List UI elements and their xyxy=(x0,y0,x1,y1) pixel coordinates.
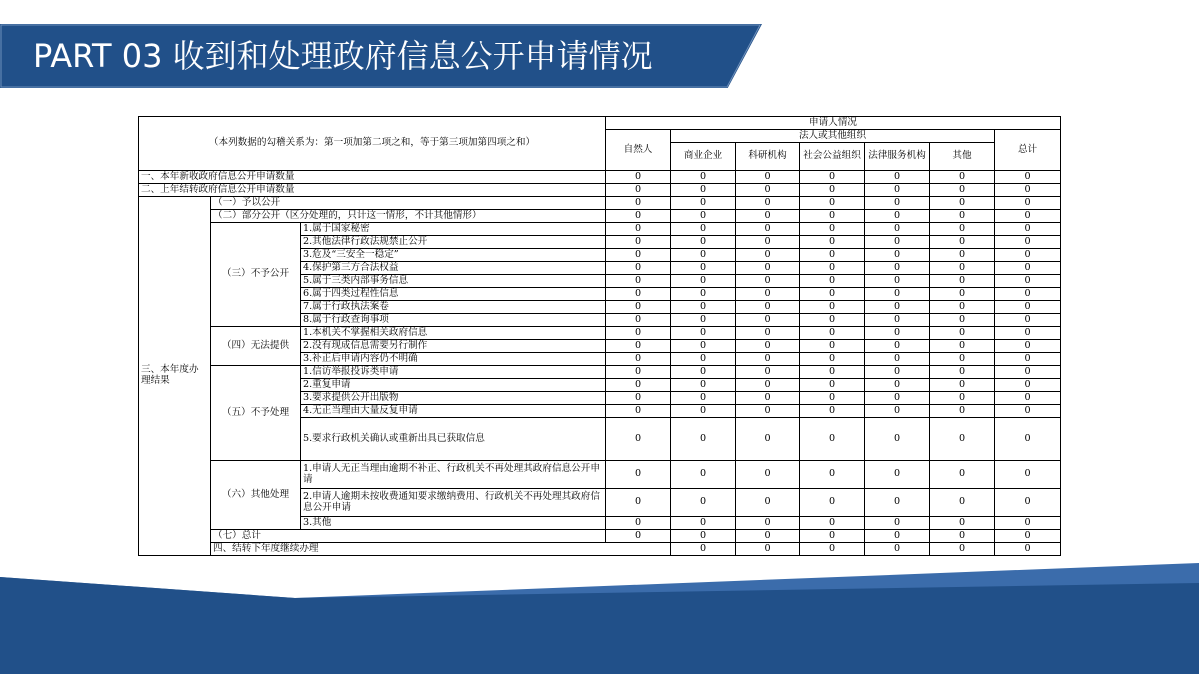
group-partial: （二）部分公开（区分处理的，只计这一情形，不计其他情形） xyxy=(211,210,606,223)
value-cell: 0 xyxy=(606,418,671,461)
value-cell: 0 xyxy=(606,171,671,184)
value-cell: 0 xyxy=(995,288,1061,301)
value-cell: 0 xyxy=(930,301,995,314)
sub-item: 5.属于三类内部事务信息 xyxy=(301,275,606,288)
value-cell: 0 xyxy=(671,275,736,288)
header-other: 其他 xyxy=(930,143,995,171)
value-cell: 0 xyxy=(800,530,865,543)
value-cell: 0 xyxy=(800,392,865,405)
sub-item: 2.重复申请 xyxy=(301,379,606,392)
value-cell: 0 xyxy=(930,288,995,301)
value-cell: 0 xyxy=(800,223,865,236)
value-cell: 0 xyxy=(736,392,800,405)
value-cell: 0 xyxy=(995,262,1061,275)
sub-item: 4.保护第三方合法权益 xyxy=(301,262,606,275)
value-cell: 0 xyxy=(671,530,736,543)
value-cell: 0 xyxy=(865,314,930,327)
value-cell: 0 xyxy=(736,379,800,392)
table-row xyxy=(139,184,1061,197)
value-cell: 0 xyxy=(995,327,1061,340)
value-cell: 0 xyxy=(671,288,736,301)
value-cell: 0 xyxy=(930,184,995,197)
value-cell: 0 xyxy=(736,366,800,379)
page-title: PART 03 收到和处理政府信息公开申请情况 xyxy=(33,37,653,75)
sub-item: 7.属于行政执法案卷 xyxy=(301,301,606,314)
value-cell: 0 xyxy=(736,314,800,327)
value-cell: 0 xyxy=(800,461,865,489)
value-cell: 0 xyxy=(930,171,995,184)
value-cell: 0 xyxy=(865,353,930,366)
value-cell: 0 xyxy=(865,392,930,405)
header-total: 总计 xyxy=(995,130,1061,171)
sub-item: 2.申请人逾期未按收费通知要求缴纳费用、行政机关不再处理其政府信息公开申请 xyxy=(301,489,606,517)
table-row xyxy=(139,530,1061,543)
value-cell: 0 xyxy=(671,327,736,340)
value-cell: 0 xyxy=(606,301,671,314)
value-cell: 0 xyxy=(671,366,736,379)
value-cell: 0 xyxy=(606,314,671,327)
value-cell: 0 xyxy=(865,379,930,392)
value-cell: 0 xyxy=(800,418,865,461)
value-cell: 0 xyxy=(671,517,736,530)
value-cell: 0 xyxy=(671,184,736,197)
value-cell: 0 xyxy=(865,184,930,197)
value-cell: 0 xyxy=(865,210,930,223)
value-cell: 0 xyxy=(736,210,800,223)
sub-item: 6.属于四类过程性信息 xyxy=(301,288,606,301)
value-cell: 0 xyxy=(800,262,865,275)
value-cell: 0 xyxy=(865,461,930,489)
value-cell: 0 xyxy=(671,236,736,249)
value-cell: 0 xyxy=(865,197,930,210)
value-cell: 0 xyxy=(865,171,930,184)
value-cell: 0 xyxy=(606,236,671,249)
value-cell: 0 xyxy=(671,461,736,489)
value-cell: 0 xyxy=(736,171,800,184)
value-cell: 0 xyxy=(995,314,1061,327)
group-other: （六）其他处理 xyxy=(211,461,301,530)
value-cell: 0 xyxy=(865,236,930,249)
row-results-label: 三、本年度办理结果 xyxy=(139,197,211,556)
value-cell: 0 xyxy=(606,184,671,197)
value-cell: 0 xyxy=(736,262,800,275)
sub-item: 3.补正后申请内容仍不明确 xyxy=(301,353,606,366)
value-cell: 0 xyxy=(736,461,800,489)
value-cell: 0 xyxy=(865,418,930,461)
table-row xyxy=(139,223,1061,236)
value-cell: 0 xyxy=(606,517,671,530)
value-cell: 0 xyxy=(736,223,800,236)
value-cell: 0 xyxy=(930,489,995,517)
value-cell: 0 xyxy=(736,197,800,210)
value-cell: 0 xyxy=(800,236,865,249)
value-cell: 0 xyxy=(865,275,930,288)
row-next-year: 四、结转下年度继续办理 xyxy=(211,543,671,556)
value-cell: 0 xyxy=(930,405,995,418)
value-cell: 0 xyxy=(606,340,671,353)
value-cell: 0 xyxy=(930,275,995,288)
value-cell: 0 xyxy=(930,314,995,327)
value-cell: 0 xyxy=(800,489,865,517)
value-cell: 0 xyxy=(800,405,865,418)
value-cell: 0 xyxy=(995,543,1061,556)
value-cell: 0 xyxy=(736,489,800,517)
value-cell: 0 xyxy=(865,489,930,517)
table-row xyxy=(139,543,1061,556)
group-total: （七）总计 xyxy=(211,530,606,543)
value-cell: 0 xyxy=(865,327,930,340)
value-cell: 0 xyxy=(736,405,800,418)
value-cell: 0 xyxy=(736,517,800,530)
group-not-processed: （五）不予处理 xyxy=(211,366,301,461)
value-cell: 0 xyxy=(930,353,995,366)
value-cell: 0 xyxy=(930,340,995,353)
sub-item: 1.本机关不掌握相关政府信息 xyxy=(301,327,606,340)
group-public: （一）予以公开 xyxy=(211,197,606,210)
value-cell: 0 xyxy=(736,353,800,366)
value-cell: 0 xyxy=(995,517,1061,530)
value-cell: 0 xyxy=(995,340,1061,353)
value-cell: 0 xyxy=(995,210,1061,223)
value-cell: 0 xyxy=(995,275,1061,288)
value-cell: 0 xyxy=(800,517,865,530)
value-cell: 0 xyxy=(930,530,995,543)
header-natural-person: 自然人 xyxy=(606,130,671,171)
value-cell: 0 xyxy=(865,301,930,314)
table-row xyxy=(139,327,1061,340)
value-cell: 0 xyxy=(995,353,1061,366)
value-cell: 0 xyxy=(606,275,671,288)
value-cell: 0 xyxy=(800,353,865,366)
value-cell: 0 xyxy=(800,210,865,223)
sub-item: 3.危及“三安全一稳定” xyxy=(301,249,606,262)
table-row xyxy=(139,171,1061,184)
value-cell: 0 xyxy=(606,262,671,275)
table-row xyxy=(139,210,1061,223)
sub-item: 5.要求行政机关确认或重新出具已获取信息 xyxy=(301,418,606,461)
value-cell: 0 xyxy=(995,379,1061,392)
value-cell: 0 xyxy=(930,392,995,405)
value-cell: 0 xyxy=(930,327,995,340)
value-cell: 0 xyxy=(606,210,671,223)
value-cell: 0 xyxy=(736,301,800,314)
value-cell: 0 xyxy=(995,530,1061,543)
value-cell: 0 xyxy=(865,262,930,275)
value-cell: 0 xyxy=(865,249,930,262)
value-cell: 0 xyxy=(671,405,736,418)
value-cell: 0 xyxy=(995,301,1061,314)
value-cell: 0 xyxy=(736,327,800,340)
value-cell: 0 xyxy=(671,301,736,314)
value-cell: 0 xyxy=(736,184,800,197)
sub-item: 3.要求提供公开出版物 xyxy=(301,392,606,405)
value-cell: 0 xyxy=(995,249,1061,262)
value-cell: 0 xyxy=(865,288,930,301)
value-cell: 0 xyxy=(671,353,736,366)
value-cell: 0 xyxy=(671,340,736,353)
value-cell: 0 xyxy=(606,530,671,543)
value-cell: 0 xyxy=(865,530,930,543)
value-cell: 0 xyxy=(800,171,865,184)
value-cell: 0 xyxy=(800,197,865,210)
value-cell: 0 xyxy=(800,340,865,353)
value-cell: 0 xyxy=(606,223,671,236)
group-not-public: （三）不予公开 xyxy=(211,223,301,327)
table-row xyxy=(139,197,1061,210)
value-cell: 0 xyxy=(995,171,1061,184)
report-table xyxy=(138,116,1061,556)
sub-item: 8.属于行政查询事项 xyxy=(301,314,606,327)
value-cell: 0 xyxy=(995,223,1061,236)
header-legal-org: 法人或其他组织 xyxy=(671,130,995,143)
value-cell: 0 xyxy=(865,517,930,530)
value-cell: 0 xyxy=(865,405,930,418)
header-social: 社会公益组织 xyxy=(800,143,865,171)
value-cell: 0 xyxy=(671,210,736,223)
header-law: 法律服务机构 xyxy=(865,143,930,171)
value-cell: 0 xyxy=(800,543,865,556)
value-cell: 0 xyxy=(865,340,930,353)
value-cell: 0 xyxy=(995,184,1061,197)
value-cell: 0 xyxy=(930,249,995,262)
value-cell: 0 xyxy=(736,275,800,288)
value-cell: 0 xyxy=(995,418,1061,461)
value-cell: 0 xyxy=(736,340,800,353)
value-cell: 0 xyxy=(930,379,995,392)
value-cell: 0 xyxy=(800,184,865,197)
value-cell: 0 xyxy=(671,171,736,184)
value-cell: 0 xyxy=(671,489,736,517)
value-cell: 0 xyxy=(930,418,995,461)
sub-item: 4.无正当理由大量反复申请 xyxy=(301,405,606,418)
table-row xyxy=(139,366,1061,379)
sub-item: 2.其他法律行政法规禁止公开 xyxy=(301,236,606,249)
value-cell: 0 xyxy=(800,327,865,340)
value-cell: 0 xyxy=(995,405,1061,418)
value-cell: 0 xyxy=(930,210,995,223)
value-cell: 0 xyxy=(930,461,995,489)
value-cell: 0 xyxy=(865,366,930,379)
sub-item: 3.其他 xyxy=(301,517,606,530)
value-cell: 0 xyxy=(671,392,736,405)
value-cell: 0 xyxy=(930,262,995,275)
value-cell: 0 xyxy=(736,530,800,543)
value-cell: 0 xyxy=(671,249,736,262)
value-cell: 0 xyxy=(865,543,930,556)
value-cell: 0 xyxy=(606,197,671,210)
value-cell: 0 xyxy=(800,288,865,301)
value-cell: 0 xyxy=(995,366,1061,379)
sub-item: 1.信访举报投诉类申请 xyxy=(301,366,606,379)
value-cell: 0 xyxy=(606,405,671,418)
value-cell: 0 xyxy=(736,418,800,461)
value-cell: 0 xyxy=(606,392,671,405)
value-cell: 0 xyxy=(800,314,865,327)
value-cell: 0 xyxy=(606,288,671,301)
row-carried-requests: 二、上年结转政府信息公开申请数量 xyxy=(139,184,606,197)
table-row xyxy=(139,461,1061,489)
value-cell: 0 xyxy=(671,223,736,236)
value-cell: 0 xyxy=(671,197,736,210)
value-cell: 0 xyxy=(606,327,671,340)
value-cell: 0 xyxy=(800,301,865,314)
report-table-body xyxy=(139,117,1061,556)
value-cell: 0 xyxy=(930,197,995,210)
value-cell: 0 xyxy=(606,461,671,489)
sub-item: 2.没有现成信息需要另行制作 xyxy=(301,340,606,353)
value-cell: 0 xyxy=(800,249,865,262)
value-cell: 0 xyxy=(736,236,800,249)
value-cell: 0 xyxy=(800,379,865,392)
value-cell: 0 xyxy=(736,288,800,301)
value-cell: 0 xyxy=(930,543,995,556)
value-cell: 0 xyxy=(606,366,671,379)
value-cell: 0 xyxy=(930,236,995,249)
header-applicant: 申请人情况 xyxy=(606,117,1061,130)
value-cell: 0 xyxy=(930,366,995,379)
value-cell: 0 xyxy=(606,353,671,366)
value-cell: 0 xyxy=(995,392,1061,405)
value-cell: 0 xyxy=(606,489,671,517)
value-cell: 0 xyxy=(671,418,736,461)
value-cell: 0 xyxy=(671,314,736,327)
value-cell: 0 xyxy=(930,517,995,530)
table-note: （本列数据的勾稽关系为：第一项加第二项之和，等于第三项加第四项之和） xyxy=(139,117,606,171)
value-cell: 0 xyxy=(995,236,1061,249)
value-cell: 0 xyxy=(671,543,736,556)
value-cell: 0 xyxy=(671,262,736,275)
sub-item: 1.属于国家秘密 xyxy=(301,223,606,236)
value-cell: 0 xyxy=(930,223,995,236)
sub-item: 1.申请人无正当理由逾期不补正、行政机关不再处理其政府信息公开申请 xyxy=(301,461,606,489)
value-cell: 0 xyxy=(736,249,800,262)
value-cell: 0 xyxy=(800,275,865,288)
header-research: 科研机构 xyxy=(736,143,800,171)
value-cell: 0 xyxy=(995,489,1061,517)
value-cell: 0 xyxy=(995,197,1061,210)
value-cell: 0 xyxy=(865,223,930,236)
value-cell: 0 xyxy=(995,461,1061,489)
group-unable: （四）无法提供 xyxy=(211,327,301,366)
header-business: 商业企业 xyxy=(671,143,736,171)
value-cell: 0 xyxy=(606,379,671,392)
value-cell: 0 xyxy=(736,543,800,556)
row-new-requests: 一、本年新收政府信息公开申请数量 xyxy=(139,171,606,184)
value-cell: 0 xyxy=(606,249,671,262)
value-cell: 0 xyxy=(800,366,865,379)
value-cell: 0 xyxy=(671,379,736,392)
